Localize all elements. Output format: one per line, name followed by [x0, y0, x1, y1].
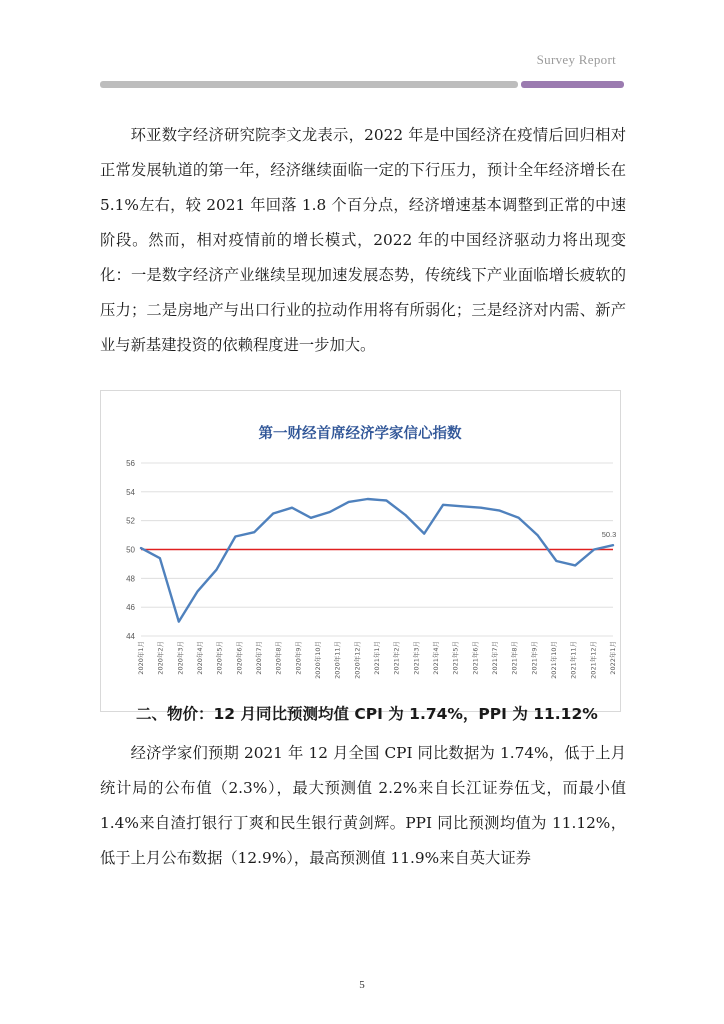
x-tick-label: 2021年6月	[471, 641, 480, 675]
data-point	[537, 534, 539, 536]
data-point	[329, 511, 331, 513]
data-label-layer	[602, 530, 617, 539]
series-line	[141, 499, 613, 622]
x-tick-label: 2020年2月	[156, 641, 165, 675]
x-tick-label: 2020年7月	[255, 641, 263, 675]
page-number: 5	[359, 979, 365, 991]
x-tick-label: 2022年1月	[609, 641, 617, 675]
data-point	[253, 531, 255, 533]
data-point	[291, 507, 293, 509]
header-title: Survey Report	[536, 52, 616, 67]
y-tick-label: 50	[126, 545, 135, 555]
data-point	[423, 533, 425, 535]
x-tick-label: 2020年9月	[294, 641, 303, 675]
data-point	[310, 517, 312, 519]
data-point	[367, 498, 369, 500]
data-point	[518, 517, 520, 519]
header-bar-purple	[521, 81, 624, 88]
y-tick-label: 44	[126, 632, 135, 641]
data-point	[574, 564, 576, 566]
x-tick-label: 2021年1月	[373, 641, 381, 675]
data-point	[197, 590, 199, 592]
chart-title: 第一财经首席经济学家信心指数	[258, 426, 462, 442]
x-tick-label: 2021年7月	[491, 641, 499, 675]
data-point	[499, 510, 501, 512]
paragraph-2: 经济学家们预期 2021 年 12 月全国 CPI 同比数据为 1.74%，低于上月统计局的公布值（2.3%），最大预测值 2.2%来自长江证券伍戈，而最小值 1.4%来自渣打银行丁爽和民生银行黄剑辉。PPI 同比预测均值为 11.12%，低于上月公布数据（12.9%），最高预测值 11.9%来自英大证券	[100, 744, 626, 867]
y-tick-labels	[126, 459, 135, 641]
confidence-index-chart	[101, 391, 620, 711]
x-tick-label: 2021年12月	[589, 641, 598, 679]
x-tick-label: 2020年3月	[176, 641, 185, 675]
data-point	[159, 557, 161, 559]
paragraph-1: 环亚数字经济研究院李文龙表示，2022 年是中国经济在疫情后回归相对正常发展轨道的第一年，经济继续面临一定的下行压力，预计全年经济增长在 5.1%左右，较 2021 年回落 1.8 个百分点，经济增速基本调整到正常的中速阶段。然而，相对疫情前的增长模式，2022 年的中国经济驱动力将出现变化：一是数字经济产业继续呈现加速发展态势，传统线下产业面临增长疲软的压力；二是房地产与出口行业的拉动作用将有所弱化；三是经济对内需、新产业与新基建投资的依赖程度进一步加大。	[100, 126, 626, 354]
data-point	[235, 536, 237, 538]
section-heading: 二、物价：12 月同比预测均值 CPI 为 1.74%，PPI 为 11.12%	[136, 705, 598, 723]
data-point	[461, 505, 463, 507]
x-tick-label: 2021年8月	[510, 641, 519, 675]
data-point	[612, 544, 614, 546]
chart-frame	[100, 390, 621, 712]
x-tick-label: 2021年2月	[392, 641, 401, 675]
x-tick-label: 2020年4月	[196, 641, 204, 675]
y-tick-label: 54	[126, 487, 135, 497]
x-tick-label: 2020年8月	[274, 641, 283, 675]
x-tick-label: 2020年6月	[235, 641, 244, 675]
y-tick-label: 46	[126, 603, 135, 613]
x-tick-label: 2020年12月	[353, 641, 362, 679]
y-tick-label: 56	[126, 459, 135, 468]
x-tick-label: 2021年4月	[432, 641, 440, 675]
data-label: 50.3	[601, 530, 617, 540]
data-point	[178, 621, 180, 623]
data-point	[272, 513, 274, 515]
data-point	[442, 504, 444, 506]
y-tick-label: 48	[126, 574, 135, 584]
y-tick-label: 52	[126, 516, 135, 526]
data-point	[480, 507, 482, 509]
x-tick-label: 2021年10月	[550, 641, 558, 679]
x-tick-label: 2021年5月	[451, 641, 460, 675]
x-tick-label: 2021年3月	[412, 641, 421, 675]
series-layer	[140, 498, 614, 622]
x-tick-label: 2021年11月	[569, 641, 578, 679]
data-point	[386, 500, 388, 502]
x-tick-label: 2020年5月	[215, 641, 224, 675]
header-bar-gray	[100, 81, 518, 88]
x-tick-label: 2020年1月	[137, 641, 145, 675]
data-point	[140, 547, 142, 549]
x-tick-label: 2021年9月	[530, 641, 539, 675]
x-tick-label: 2020年11月	[333, 641, 342, 679]
data-point	[404, 514, 406, 516]
data-point	[593, 549, 595, 551]
data-point	[216, 569, 218, 571]
data-point	[555, 560, 557, 562]
data-point	[348, 501, 350, 503]
x-tick-label: 2020年10月	[314, 641, 322, 679]
x-tick-labels	[136, 641, 617, 679]
